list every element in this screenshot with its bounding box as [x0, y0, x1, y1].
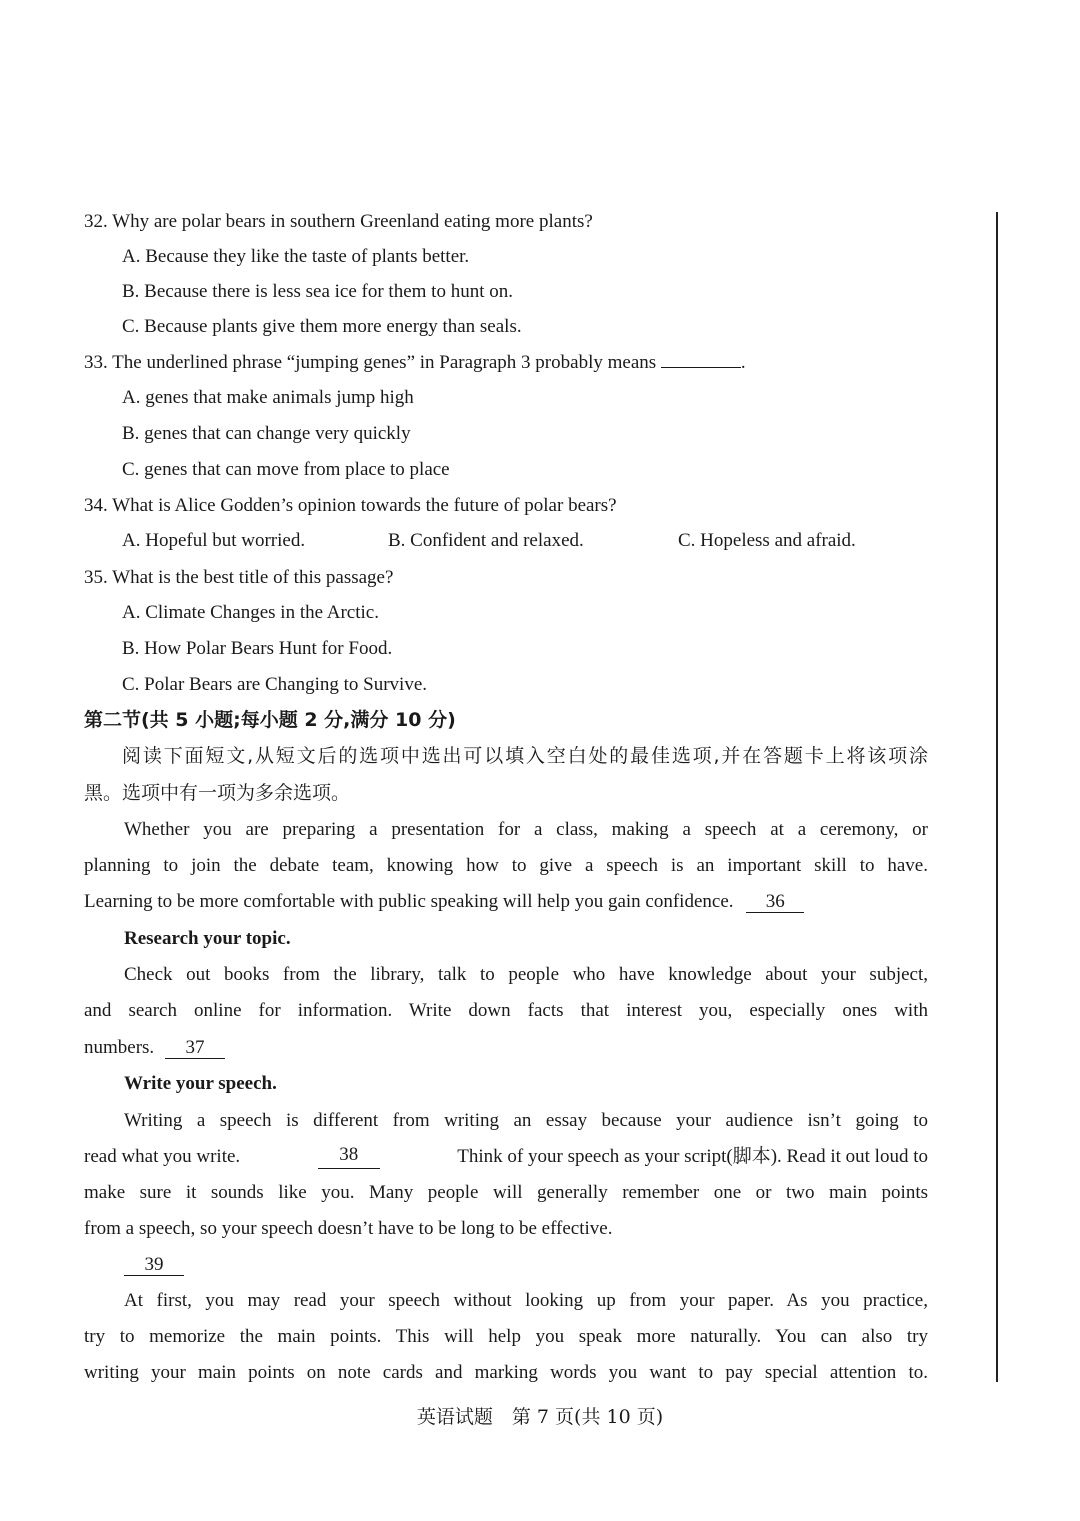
option-34a: A. Hopeful but worried. [122, 530, 306, 551]
option-35a: A. Climate Changes in the Arctic. [122, 602, 379, 623]
question-number: 32. [84, 211, 108, 232]
instruction-line-1: 阅读下面短文,从短文后的选项中选出可以填入空白处的最佳选项,并在答题卡上将该项涂 [122, 745, 928, 767]
passage-p2-line2: and search online for information. Write down facts that interest you, especially ones with [84, 1000, 928, 1021]
option-35b: B. How Polar Bears Hunt for Food. [122, 638, 393, 659]
option-34c: C. Hopeless and afraid. [678, 530, 856, 551]
margin-rule [996, 212, 998, 1382]
question-stem: The underlined phrase “jumping genes” in Paragraph 3 probably means [112, 352, 657, 373]
passage-p2-line1: Check out books from the library, talk to people who have knowledge about your subject, [124, 964, 928, 985]
answer-blank [661, 367, 741, 368]
heading-research-topic: Research your topic. [124, 928, 291, 949]
option-33c: C. genes that can move from place to place [122, 459, 450, 480]
option-32b: B. Because there is less sea ice for them to hunt on. [122, 281, 513, 302]
page-footer: 英语试题 第 7 页(共 10 页) [416, 1406, 664, 1428]
blank-39: 39 [124, 1255, 184, 1276]
option-32c: C. Because plants give them more energy than seals. [122, 316, 522, 337]
passage-p4-line1: At first, you may read your speech without looking up from your paper. As you practice, [124, 1290, 928, 1311]
passage-p1-line3 [84, 890, 804, 914]
question-32 [84, 210, 593, 234]
question-number: 34. [84, 495, 108, 516]
question-33 [84, 351, 746, 375]
passage-p1-line2: planning to join the debate team, knowing how to give a speech is an important skill to have. [84, 855, 928, 876]
option-34b: B. Confident and relaxed. [388, 530, 584, 551]
passage-p2-line3 [84, 1036, 225, 1060]
question-stem: What is Alice Godden’s opinion towards the future of polar bears? [112, 495, 617, 516]
heading-write-speech: Write your speech. [124, 1073, 277, 1094]
passage-text: Learning to be more comfortable with public speaking will help you gain confidence. [84, 891, 734, 912]
question-stem: Why are polar bears in southern Greenland eating more plants? [112, 211, 593, 232]
question-34 [84, 494, 617, 518]
option-33b: B. genes that can change very quickly [122, 423, 411, 444]
option-35c: C. Polar Bears are Changing to Survive. [122, 674, 428, 695]
passage-p1-line1: Whether you are preparing a presentation for a class, making a speech at a ceremony, or [124, 819, 928, 840]
passage-text: numbers. [84, 1037, 155, 1058]
option-32a: A. Because they like the taste of plants better. [122, 246, 470, 267]
stem-end: . [740, 352, 746, 373]
passage-text: Think of your speech as your script(脚本). Read it out loud to [457, 1146, 928, 1167]
option-33a: A. genes that make animals jump high [122, 387, 414, 408]
passage-p3-line1: Writing a speech is different from writing an essay because your audience isn’t going to [124, 1110, 928, 1131]
blank-37: 37 [165, 1038, 225, 1059]
blank-36: 36 [746, 892, 804, 913]
blank-38: 38 [318, 1145, 380, 1169]
section-heading: 第二节(共 5 小题;每小题 2 分,满分 10 分) [84, 709, 456, 731]
question-number: 33. [84, 352, 108, 373]
question-number: 35. [84, 567, 108, 588]
blank-39-line [124, 1253, 184, 1277]
question-35 [84, 566, 393, 590]
question-stem: What is the best title of this passage? [112, 567, 394, 588]
passage-text: read what you write. [84, 1146, 241, 1167]
passage-p3-line3: make sure it sounds like you. Many people will generally remember one or two main points [84, 1182, 928, 1203]
passage-p3-line4: from a speech, so your speech doesn’t have to be long to be effective. [84, 1218, 613, 1239]
passage-p3-line2 [84, 1145, 928, 1169]
passage-p4-line2: try to memorize the main points. This will help you speak more naturally. You can also try [84, 1326, 928, 1347]
passage-p4-line3: writing your main points on note cards and marking words you want to pay special attention to. [84, 1362, 928, 1383]
instruction-line-2: 黑。选项中有一项为多余选项。 [84, 782, 351, 804]
